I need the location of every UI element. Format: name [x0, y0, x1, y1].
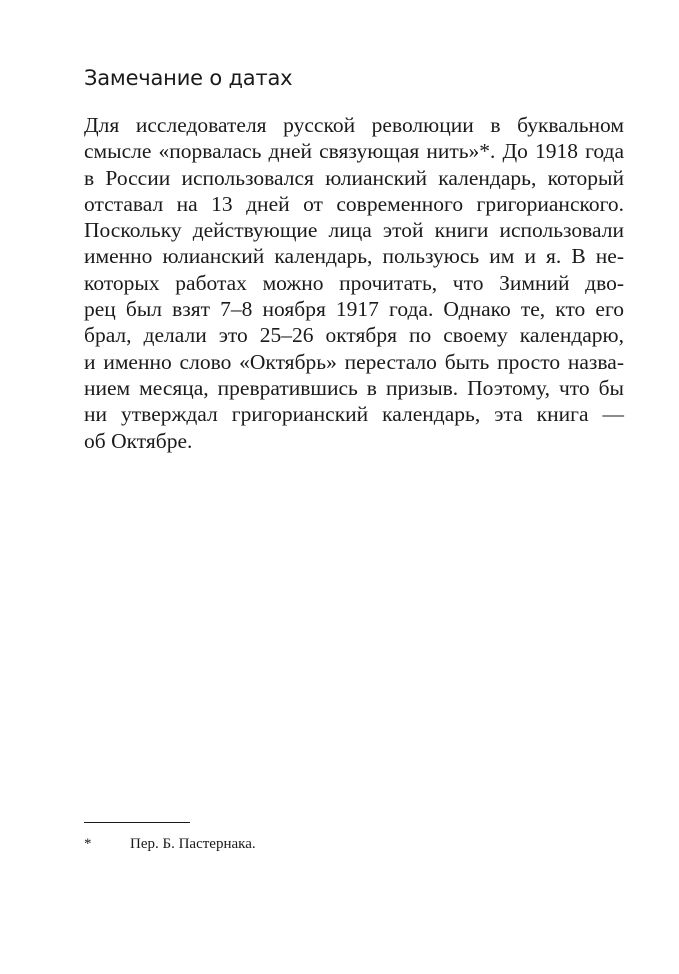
section-heading: Замечание о датах [84, 66, 293, 90]
paragraph-line: Для исследователя русской революции в буквальном [84, 113, 624, 137]
paragraph-line: именно юлианский календарь, пользуюсь им и я. В не- [84, 244, 624, 269]
paragraph-line: отставал на 13 дней от современного григорианского. [84, 191, 624, 216]
paragraph-line: нием месяца, превратившись в призыв. Поэтому, что бы [84, 375, 624, 400]
paragraph-line: Поскольку действующие лица этой книги использовали [84, 218, 624, 243]
footnote [84, 834, 256, 854]
paragraph-line: которых работах можно прочитать, что Зимний дво- [84, 270, 624, 295]
paragraph-line: смысле «порвалась дней связующая нить»*. До 1918 года [84, 139, 624, 164]
paragraph-line: брал, делали это 25–26 октября по своему календарю, [84, 323, 624, 348]
footnote-divider [84, 822, 190, 823]
paragraph-line: об Октябре. [84, 428, 193, 453]
body-paragraph [84, 112, 624, 454]
footnote-mark: * [84, 836, 92, 852]
footnote-text: Пер. Б. Пастернака. [130, 836, 256, 852]
paragraph-line: рец был взят 7–8 ноября 1917 года. Однако те, кто его [84, 297, 624, 322]
paragraph-line: и именно слово «Октябрь» перестало быть просто назва- [84, 349, 624, 374]
paragraph-line: в России использовался юлианский календарь, который [84, 165, 624, 190]
paragraph-line: ни утверждал григорианский календарь, эта книга — [84, 402, 624, 427]
